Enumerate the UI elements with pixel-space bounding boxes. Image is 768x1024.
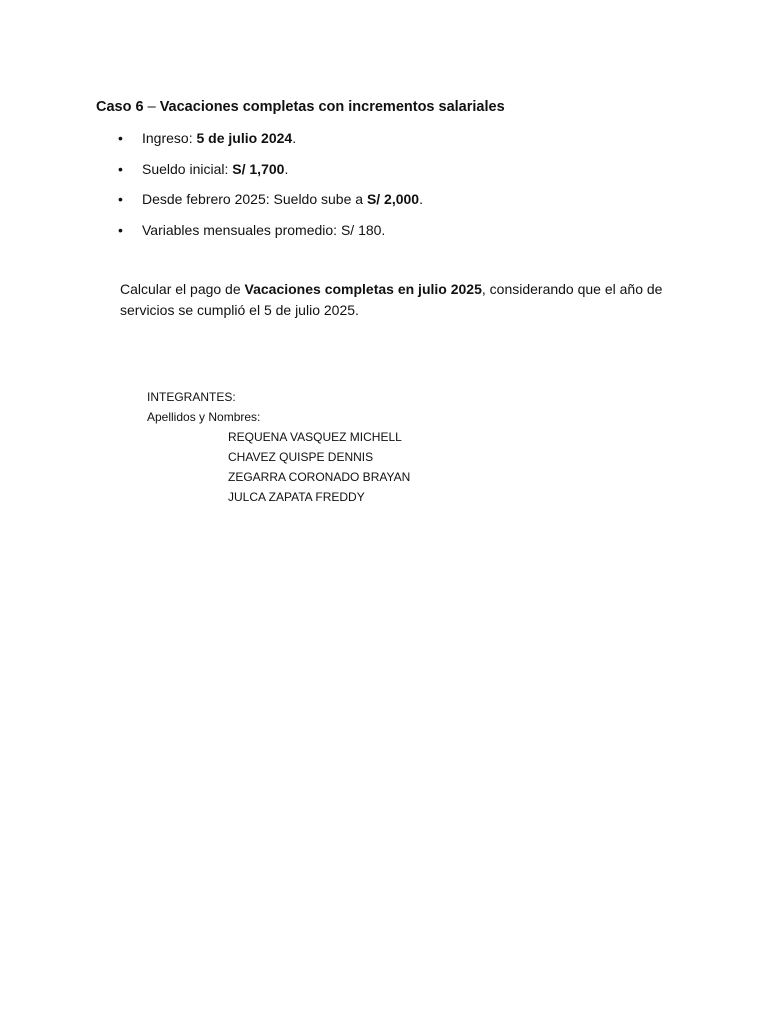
case-title-text: Vacaciones completas con incrementos salariales (159, 99, 505, 115)
detail-label: Desde febrero 2025: Sueldo sube a (142, 191, 367, 207)
bullet-icon: • (118, 191, 123, 207)
detail-item-aumento (118, 189, 636, 209)
members-section (147, 387, 410, 507)
detail-label: Variables mensuales promedio: S/ 180. (142, 221, 386, 238)
detail-label: Sueldo inicial: (142, 160, 233, 177)
members-list (147, 427, 410, 507)
detail-value: 5 de julio 2024 (196, 130, 293, 146)
bullet-icon: • (118, 221, 123, 238)
member-name: JULCA ZAPATA FREDDY (228, 490, 365, 504)
task-text: Calcular el pago de (120, 281, 245, 297)
member-name: ZEGARRA CORONADO BRAYAN (228, 470, 411, 484)
member-name: REQUENA VASQUEZ MICHELL (228, 430, 402, 444)
task-line-2: servicios se cumplió el 5 de julio 2025. (120, 302, 359, 318)
case-title (96, 96, 636, 118)
detail-suffix: . (419, 191, 423, 207)
case-section (96, 96, 636, 250)
member-name: CHAVEZ QUISPE DENNIS (228, 450, 374, 464)
bullet-icon: • (118, 160, 123, 177)
task-line-1 (120, 279, 663, 300)
members-subheading: Apellidos y Nombres: (147, 410, 261, 424)
task-highlight: Vacaciones completas en julio 2025 (244, 281, 482, 297)
detail-value: S/ 2,000 (366, 191, 420, 207)
detail-item-sueldo-inicial (118, 159, 636, 179)
members-heading: INTEGRANTES: (147, 390, 236, 404)
detail-suffix: . (284, 160, 289, 177)
case-details-list (96, 128, 636, 240)
detail-label: Ingreso: (142, 130, 197, 146)
detail-value: S/ 1,700 (232, 160, 285, 177)
detail-suffix: . (292, 130, 297, 146)
detail-item-ingreso (118, 128, 636, 148)
case-title-prefix: Caso 6 (96, 99, 144, 115)
bullet-icon: • (118, 130, 123, 146)
task-text: , considerando que el año de (481, 281, 663, 297)
case-title-dash: – (143, 99, 160, 115)
detail-item-variables (118, 220, 636, 240)
task-paragraph (120, 279, 663, 321)
